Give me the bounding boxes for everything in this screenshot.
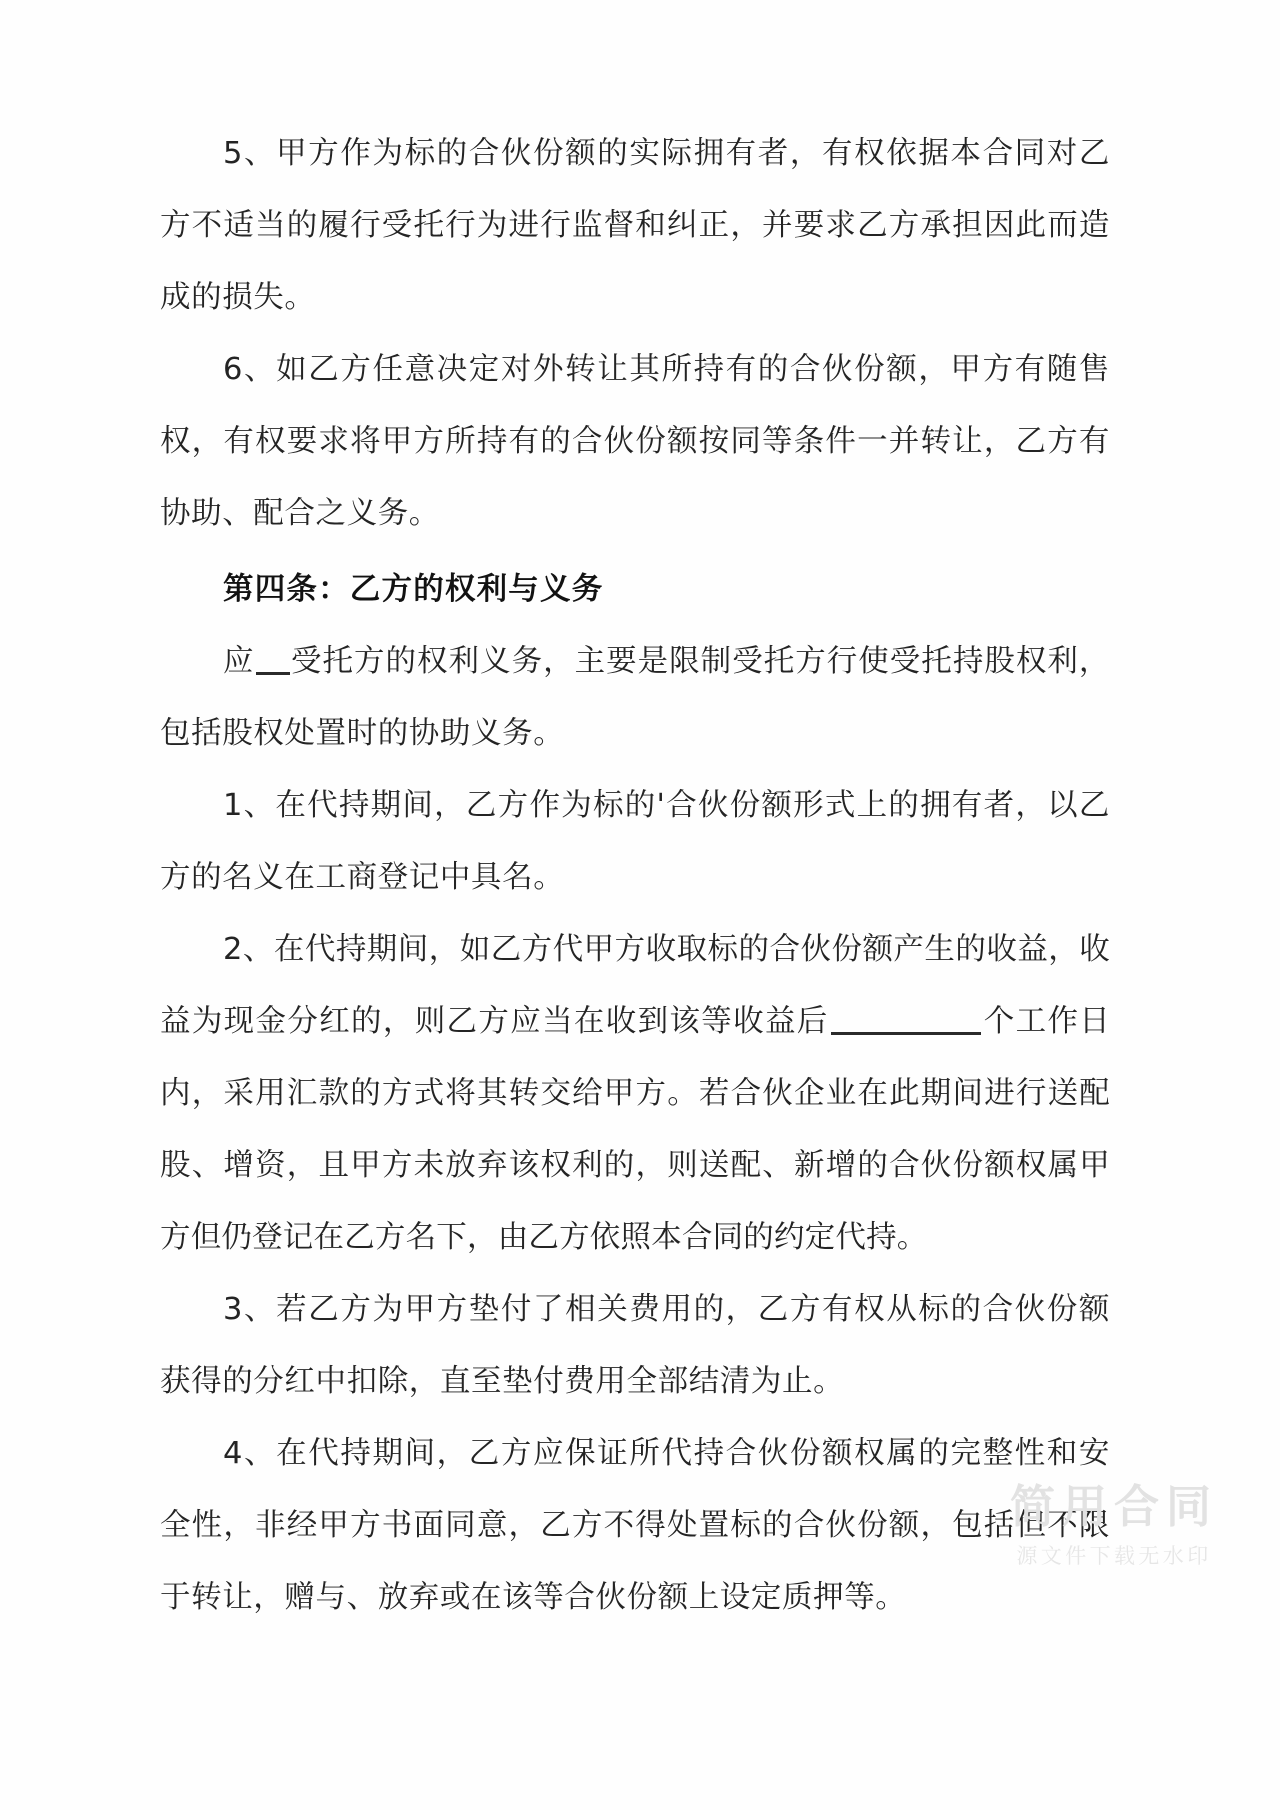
clause4-intro-suffix: 受托方的权利义务，主要是限制受托方行使受托持股权利，包括股权处置时的协助义务。 (160, 644, 1110, 751)
watermark-brand: 简用合同 (1009, 1480, 1218, 1534)
paragraph-clause3-item6: 6、如乙方任意决定对外转让其所持有的合伙份额，甲方有随售权，有权要求将甲方所持有的合伙份额按同等条件一并转让，乙方有协助、配合之义务。 (160, 352, 1110, 531)
fill-blank-intro (256, 672, 290, 675)
clause4-intro-prefix: 应 (223, 644, 255, 679)
paragraph-clause4-item2 (160, 914, 1110, 1274)
watermark-tagline: 源文件下载无水印 (1016, 1543, 1212, 1568)
clause4-item2-suffix: 个工作日内，采用汇款的方式将其转交给甲方。若合伙企业在此期间进行送配股、增资，且甲方未放弃该权利的，则送配、新增的合伙份额权属甲方但仍登记在乙方名下，由乙方依照本合同的约定代持。 (160, 1004, 1110, 1255)
document-body (160, 118, 1110, 1634)
paragraph-clause4-item4: 4、在代持期间，乙方应保证所代持合伙份额权属的完整性和安全性，非经甲方书面同意，乙方不得处置标的合伙份额，包括但不限于转让，赠与、放弃或在该等合伙份额上设定质押等。 (160, 1436, 1110, 1615)
fill-blank-workdays (831, 1032, 981, 1035)
paragraph-clause4-intro (160, 626, 1110, 770)
clause4-item2-prefix: 2、在代持期间，如乙方代甲方收取标的合伙份额产生的收益，收益为现金分红的，则乙方应当在收到该等收益后 (160, 932, 1110, 1039)
paragraph-clause4-item1: 1、在代持期间，乙方作为标的'合伙份额形式上的拥有者，以乙方的名义在工商登记中具名。 (160, 788, 1110, 895)
paragraph-clause4-item3: 3、若乙方为甲方垫付了相关费用的，乙方有权从标的合伙份额获得的分红中扣除，直至垫付费用全部结清为止。 (160, 1292, 1110, 1399)
section-heading-clause4: 第四条：乙方的权利与义务 (223, 572, 604, 607)
paragraph-clause3-item5: 5、甲方作为标的合伙份额的实际拥有者，有权依据本合同对乙方不适当的履行受托行为进行监督和纠正，并要求乙方承担因此而造成的损失。 (160, 136, 1110, 315)
